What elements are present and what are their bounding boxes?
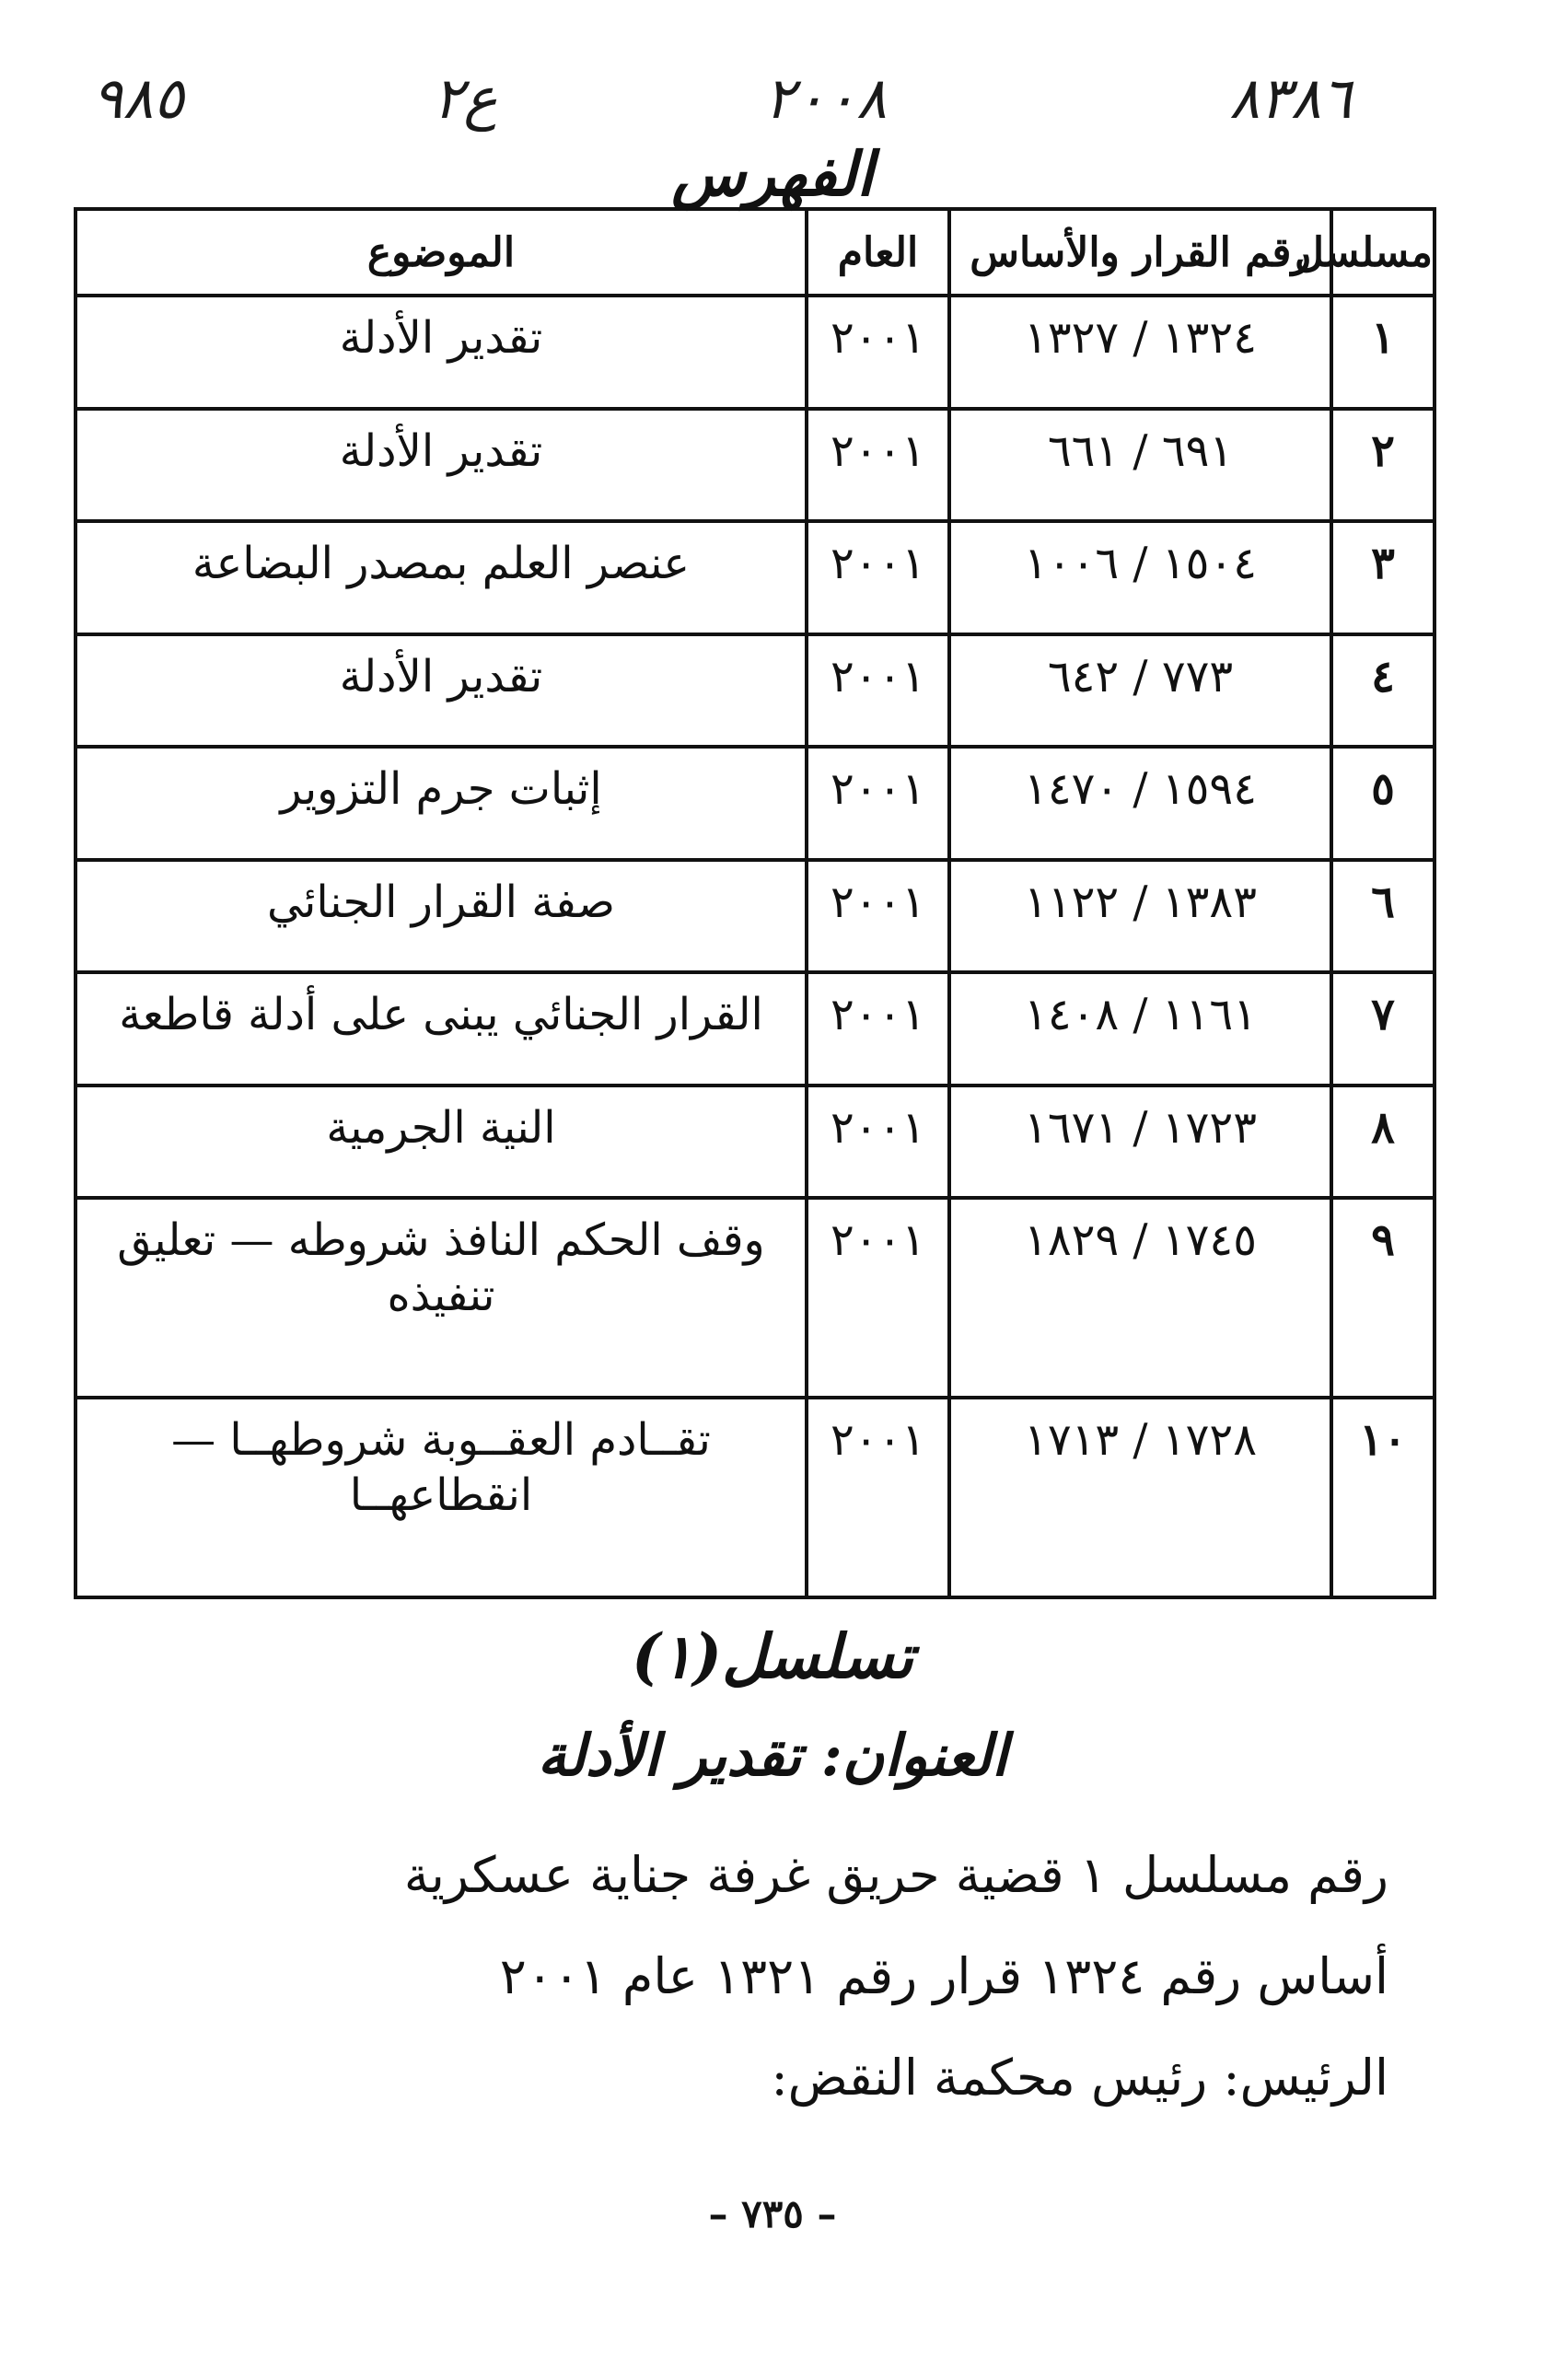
index-table — [74, 207, 1436, 1599]
page-number: – ٧٣٥ – — [708, 2191, 837, 2236]
table-row — [76, 860, 1435, 973]
row-decision-number: ٧٧٣ / ٦٤٢ — [949, 634, 1331, 748]
case-basis-line: أساس رقم ١٣٢٤ قرار رقم ١٣٢١ عام ٢٠٠١ — [499, 1947, 1388, 2005]
row-decision-number: ١٣٢٤ / ١٣٢٧ — [949, 296, 1331, 409]
row-year: ٢٠٠١ — [807, 1198, 949, 1398]
row-year: ٢٠٠١ — [807, 409, 949, 522]
row-year: ٢٠٠١ — [807, 1398, 949, 1597]
header-topic: الموضوع — [76, 209, 807, 296]
row-serial: ١٠ — [1331, 1398, 1435, 1597]
row-decision-number: ١١٦١ / ١٤٠٨ — [949, 972, 1331, 1086]
row-topic: تقدير الأدلة — [76, 409, 807, 522]
row-topic: وقف الحكم النافذ شروطه — تعليق تنفيذه — [76, 1198, 807, 1398]
row-serial: ٨ — [1331, 1086, 1435, 1199]
row-topic: القرار الجنائي يبنى على أدلة قاطعة — [76, 972, 807, 1086]
table-row — [76, 972, 1435, 1086]
row-topic: إثبات جرم التزوير — [76, 747, 807, 860]
row-year: ٢٠٠١ — [807, 634, 949, 748]
header-serial: مسلسل — [1331, 209, 1435, 296]
header-year: العام — [807, 209, 949, 296]
row-decision-number: ١٧٢٨ / ١٧١٣ — [949, 1398, 1331, 1597]
row-topic: صفة القرار الجنائي — [76, 860, 807, 973]
row-serial: ٩ — [1331, 1198, 1435, 1398]
case-president-line: الرئيس: رئيس محكمة النقض: — [771, 2049, 1388, 2107]
row-serial: ١ — [1331, 296, 1435, 409]
row-topic: تقدير الأدلة — [76, 296, 807, 409]
title-heading — [0, 1722, 1545, 1789]
table-row — [76, 747, 1435, 860]
serial-heading: تسلسل(١) — [632, 1620, 913, 1692]
row-decision-number: ٦٩١ / ٦٦١ — [949, 409, 1331, 522]
case-serial-line: رقم مسلسل ١ قضية حريق غرفة جناية عسكرية — [403, 1846, 1388, 1904]
index-title: الفهرس — [671, 138, 874, 210]
row-decision-number: ١٥٩٤ / ١٤٧٠ — [949, 747, 1331, 860]
table-row — [76, 521, 1435, 634]
row-topic: تقــادم العقــوبة شروطهــا — انقطاعهــا — [76, 1398, 807, 1597]
header-decision-number: رقم القرار والأساس — [949, 209, 1331, 296]
row-year: ٢٠٠١ — [807, 521, 949, 634]
table-row — [76, 634, 1435, 748]
row-decision-number: ١٣٨٣ / ١١٢٢ — [949, 860, 1331, 973]
table-row — [76, 296, 1435, 409]
row-year: ٢٠٠١ — [807, 860, 949, 973]
handwritten-note: ع٢ — [433, 64, 498, 132]
table-header-row — [76, 209, 1435, 296]
handwritten-note: ٩٨٥ — [92, 64, 184, 132]
table-row — [76, 409, 1435, 522]
row-topic: تقدير الأدلة — [76, 634, 807, 748]
row-serial: ٥ — [1331, 747, 1435, 860]
table-row — [76, 1086, 1435, 1199]
row-serial: ٤ — [1331, 634, 1435, 748]
table-row — [76, 1198, 1435, 1398]
row-topic: عنصر العلم بمصدر البضاعة — [76, 521, 807, 634]
handwritten-note: ٢٠٠٨ — [764, 64, 888, 132]
row-decision-number: ١٧٤٥ / ١٨٢٩ — [949, 1198, 1331, 1398]
row-serial: ٧ — [1331, 972, 1435, 1086]
handwritten-note: ٨٣٨٦ — [1229, 64, 1353, 132]
row-year: ٢٠٠١ — [807, 296, 949, 409]
title-label: العنوان: — [820, 1722, 1008, 1789]
row-decision-number: ١٧٢٣ / ١٦٧١ — [949, 1086, 1331, 1199]
row-year: ٢٠٠١ — [807, 747, 949, 860]
row-decision-number: ١٥٠٤ / ١٠٠٦ — [949, 521, 1331, 634]
row-topic: النية الجرمية — [76, 1086, 807, 1199]
row-serial: ٣ — [1331, 521, 1435, 634]
table-row — [76, 1398, 1435, 1597]
row-year: ٢٠٠١ — [807, 972, 949, 1086]
row-serial: ٢ — [1331, 409, 1435, 522]
row-serial: ٦ — [1331, 860, 1435, 973]
title-text: تقدير الأدلة — [537, 1722, 802, 1789]
row-year: ٢٠٠١ — [807, 1086, 949, 1199]
